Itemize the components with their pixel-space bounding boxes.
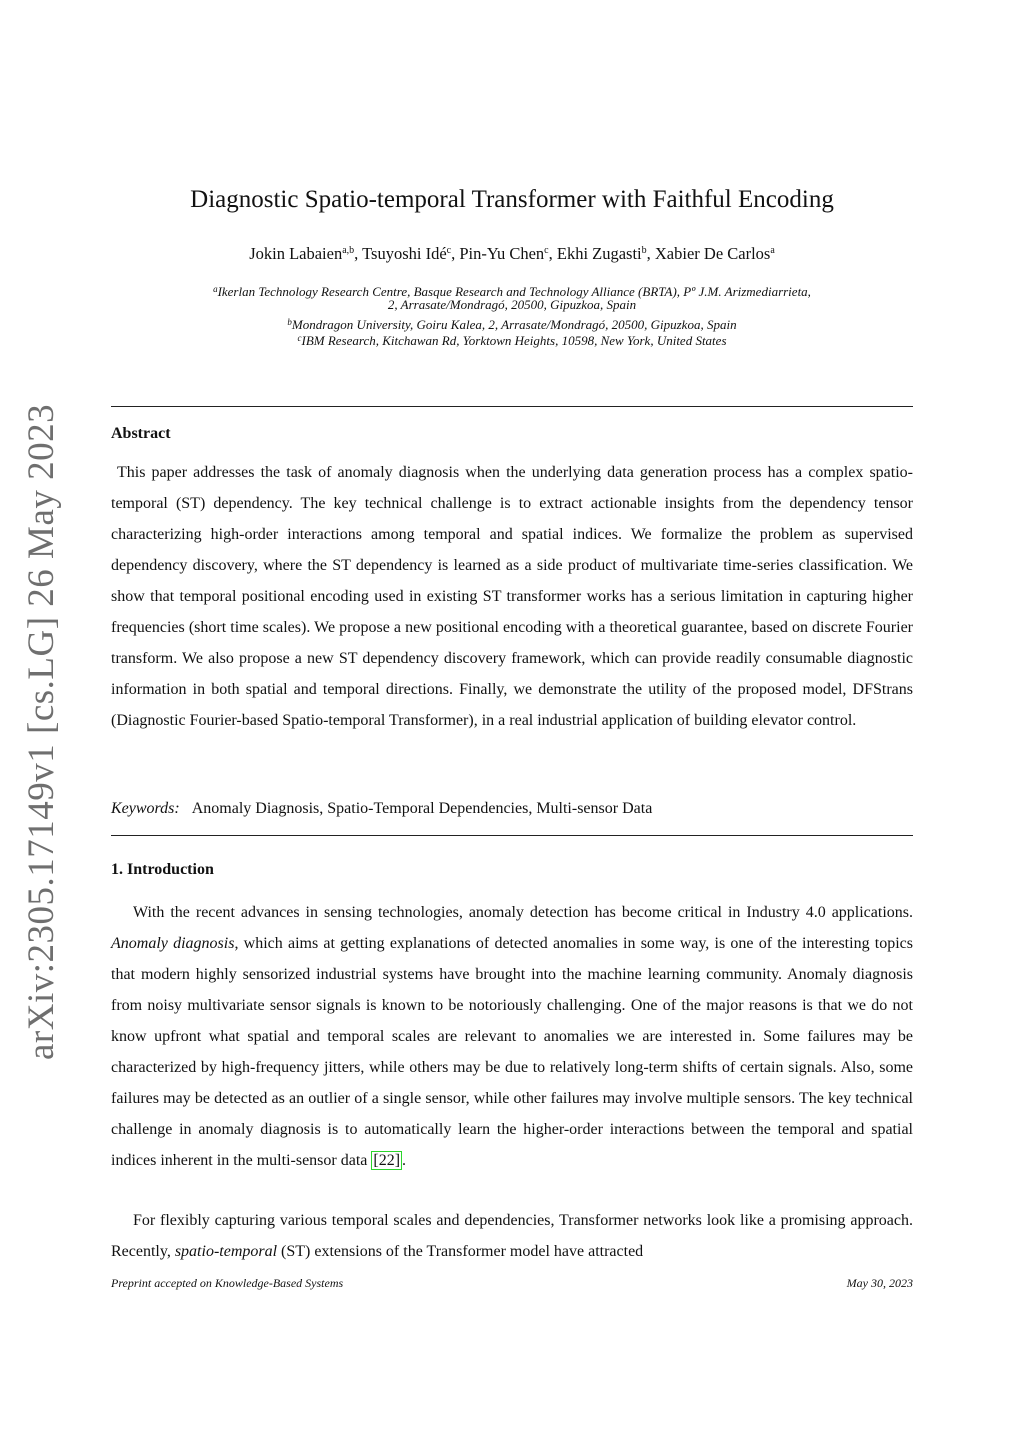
author-separator: , [646, 244, 655, 263]
footer-preprint-note: Preprint accepted on Knowledge-Based Systems [111, 1276, 344, 1290]
emphasis-spatio-temporal: spatio-temporal [174, 1243, 278, 1260]
author-separator: , [354, 244, 363, 263]
introduction-paragraph-2 [111, 1205, 913, 1267]
author-name: Jokin Labaien [249, 244, 343, 263]
author-name: Pin-Yu Chen [459, 244, 545, 263]
arxiv-identifier-stamp: arXiv:2305.17149v1 [cs.LG] 26 May 2023 [21, 403, 62, 1060]
keywords-label: Keywords: [111, 800, 180, 817]
text-run: For flexibly capturing various temporal scales and dependencies, Transformer networks look like a promising approach. Recently, [111, 1212, 913, 1260]
author-affiliation-mark: c [544, 245, 549, 256]
author-name: Xabier De Carlos [654, 244, 771, 263]
text-run: . [402, 1152, 407, 1169]
keywords-text: Anomaly Diagnosis, Spatio-Temporal Dependencies, Multi-sensor Data [191, 800, 653, 817]
affiliation-text: Mondragon University, Goiru Kalea, 2, Arrasate/Mondragó, 20500, Gipuzkoa, Spain [291, 317, 737, 332]
abstract-bottom-rule [111, 835, 913, 836]
affiliation-mark: b [287, 317, 292, 327]
author-affiliation-mark: b [641, 245, 647, 256]
author-name: Ekhi Zugasti [556, 244, 642, 263]
author-name: Tsuyoshi Idé [362, 244, 447, 263]
affiliation-c [112, 330, 912, 349]
introduction-heading: 1. Introduction [111, 861, 214, 878]
author [557, 244, 655, 263]
introduction-paragraph-1 [111, 897, 913, 1176]
author [459, 244, 557, 263]
emphasis-anomaly-diagnosis: Anomaly diagnosis [111, 935, 235, 952]
author [249, 244, 362, 263]
author-separator: , [451, 244, 460, 263]
author-separator: , [548, 244, 557, 263]
author-affiliation-mark: a [770, 245, 775, 256]
abstract-body: This paper addresses the task of anomaly diagnosis when the underlying data generation process has a complex spatio-temporal (ST) dependency. The key technical challenge is to extract actionable insights from the dependency tensor characterizing high-order interactions among temporal and spatial indices. We formalize the problem as supervised dependency discovery, where the ST dependency is learned as a side product of multivariate time-series classification. We show that temporal positional encoding used in existing ST transformer works has a serious limitation in capturing higher frequencies (short time scales). We propose a new positional encoding with a theoretical guarantee, based on discrete Fourier transform. We also propose a new ST dependency discovery framework, which can provide readily consumable diagnostic information in both spatial and temporal directions. Finally, we demonstrate the utility of the proposed model, DFStrans (Diagnostic Fourier-based Spatio-temporal Transformer), in a real industrial application of building elevator control. [111, 464, 913, 729]
affiliation-a-line2: 2, Arrasate/Mondragó, 20500, Gipuzkoa, Spain [387, 297, 637, 312]
affiliation-mark: c [297, 333, 302, 343]
text-run: (ST) extensions of the Transformer model have attracted [277, 1243, 644, 1260]
author-list [0, 244, 1024, 264]
affiliation-mark: a [213, 284, 218, 294]
paper-title: Diagnostic Spatio-temporal Transformer with Faithful Encoding [190, 186, 834, 213]
abstract-heading: Abstract [111, 425, 171, 442]
abstract-top-rule [111, 406, 913, 407]
author-affiliation-mark: c [446, 245, 452, 256]
author [655, 244, 775, 263]
citation-link-22[interactable]: [22] [373, 1152, 401, 1169]
author-affiliation-mark: a,b [342, 245, 355, 256]
text-run: , which aims at getting explanations of detected anomalies in some way, is one of the interesting topics that modern highly sensorized industrial systems have brought into the machine learning community. Anomaly diagnosis from noisy multivariate sensor signals is known to be notoriously challenging. One of the major reasons is that we do not know upfront what spatial and temporal scales are relevant to anomalies we are interested in. Some failures may be characterized by high-frequency jitters, while others may be due to relatively long-term shifts of certain signals. Also, some failures may be detected as an outlier of a single sensor, while other failures may involve multiple sensors. The key technical challenge in anomaly diagnosis is to automatically learn the higher-order interactions between the temporal and spatial indices inherent in the multi-sensor data [111, 935, 914, 1169]
affiliation-text: IBM Research, Kitchawan Rd, Yorktown Heights, 10598, New York, United States [301, 333, 727, 348]
author [362, 244, 459, 263]
affiliation-text: Ikerlan Technology Research Centre, Basque Research and Technology Alliance (BRTA), Pº J.M. Arizmediarrieta, [217, 284, 811, 299]
footer-date: May 30, 2023 [846, 1276, 913, 1290]
text-run: With the recent advances in sensing technologies, anomaly detection has become critical in Industry 4.0 applications. [133, 904, 913, 921]
keywords-line [111, 800, 913, 818]
